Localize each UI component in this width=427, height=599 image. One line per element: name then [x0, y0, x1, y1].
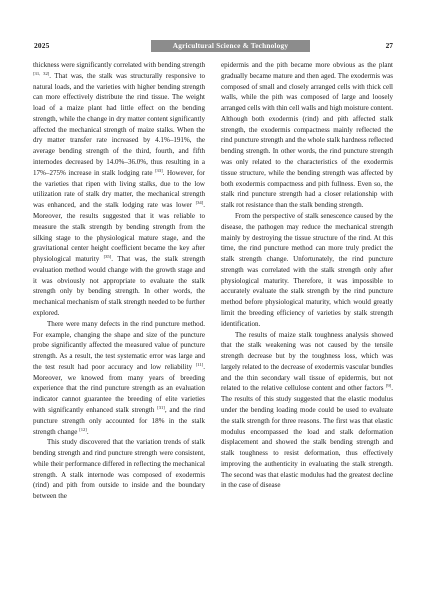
text-run: . Moreover, the results suggested that it was reliable to measure the stalk strength by bending strength from the silking stage to the physiological mature stage, and the gravitational center height coefficient became the key after physiological maturity [33, 201, 205, 264]
text-run: The results of maize stalk toughness analysis showed that the stalk weakening was not caused by the tensile strength decrease but by the toughness loss, which was largely related to the decrease of exodermis vascular bundles and the thin secondary wall tissue of epidermis, but not related to the relative cellulose content and other factors [221, 330, 393, 393]
citation: [12] [79, 426, 87, 432]
paragraph [221, 211, 393, 330]
text-run: This study discovered that the variation trends of stalk bending strength and rind puncture strength were consistent, while their performance differed in reflecting the mechanical strength. A stalk internode was composed of exodermis (rind) and pith from outside to inside and the boundary between the [33, 438, 205, 501]
paragraph [33, 437, 205, 502]
text-run: . That was, the stalk strength evaluation method would change with the growth stage and it was obviously not appropriate to evaluate the stalk strength only by bending strength. In other words, the mechanical mechanism of stalk strength needed to be further explored. [33, 255, 205, 317]
text-run: . However, for the varieties that ripen with living stalks, due to the low utilization rate of stalk dry matter, the mechanical strength was enhanced, and the stalk lodging rate was lower [33, 168, 205, 210]
paragraph [33, 319, 205, 438]
text-run: . That was, the stalk was structurally responsive to natural loads, and the varieties with higher bending strength can more effectively distribute the rind tissue. The weight load of a maize plant had little effect on the bending strength, while the change in dry matter content significantly affected the mechanical strength of maize stalks. When the dry matter transfer rate increased by 4.1%–191%, the average bending strength of the third, fourth, and fifth internodes decreased by 14.0%–36.0%, thus resulting in a 17%–275% increase in stalk lodging rate [33, 71, 206, 177]
header-journal-title: Agricultural Science & Technology [151, 40, 310, 52]
header-year: 2025 [34, 41, 50, 50]
paragraph [221, 330, 393, 492]
text-run: thickness were significantly correlated with bending strength [33, 61, 205, 69]
citation: [31] [157, 405, 165, 410]
citation: [35] [103, 254, 112, 260]
text-run: . Moreover, we knowed from many years of breeding experience that the rind puncture strength as an evaluation indicator cannot guarantee the breeding of elite varieties with significantly enhanced stalk strength [33, 362, 205, 414]
text-run: From the perspective of stalk senescence caused by the disease, the pathogen may reduce the mechanical strength mainly by destroying the tissue structure of the rind. At this time, the rind puncture method can more truly predict the stalk strength change. Unfortunately, the rind puncture strength was correlated with the stalk strength only after physiological maturity. Therefore, it was impossible to accurately evaluate the stalk strength by the rind puncture method before physiological maturity, which would greatly limit the breeding efficiency of varieties by stalk strength identification. [221, 211, 393, 328]
text-run: There were many defects in the rind puncture method. For example, changing the shape and size of the puncture probe significantly affected the measured value of puncture strength. As a result, the test systematic error was large and the test result had poor accuracy and low reliability [33, 319, 205, 371]
text-run: . The results of this study suggested that the elastic modulus under the bending loading mode could be used to evaluate the stalk strength for three reasons. The first was that elastic modulus encompassed the load and stalk deformation displacement and showed the stalk bending strength and stalk toughness to resist deformation, thus effectively improving the authenticity in evaluating the stalk strength. The second was that elastic modulus had the greatest decline in the case of disease [221, 384, 393, 490]
header-page-number: 27 [385, 41, 393, 50]
citation: [9] [385, 383, 392, 389]
paragraph [221, 60, 393, 211]
text-run: . [86, 427, 89, 436]
text-run: epidermis and the pith became more obvious as the plant gradually became mature and then aged. The exodermis was composed of small and closely arranged cells with thick cell walls, while the pith was composed of large and loosely arranged cells with thin cell walls and high moisture content. Although both exodermis (rind) and pith affected stalk strength, the exodermis compactness mainly reflected the rind puncture strength and the whole stalk hardness reflected bending strength. In other words, the rind puncture strength was only related to the characteristics of the exodermis tissue structure, while the bending strength was affected by both exodermis compactness and pith fullness. Even so, the stalk rind puncture strength had a closer relationship with stalk rot resistance than the stalk bending strength. [221, 61, 393, 210]
citation: [31, 32] [33, 70, 50, 76]
paragraph [33, 60, 205, 319]
citation: [11] [195, 361, 204, 367]
right-column [221, 60, 393, 491]
citation: [34] [195, 200, 204, 206]
left-column [33, 60, 205, 502]
text-run: , and the rind puncture strength only accounted for 18% in the stalk strength change [33, 406, 205, 436]
running-header [34, 40, 393, 53]
citation: [33] [155, 167, 163, 173]
